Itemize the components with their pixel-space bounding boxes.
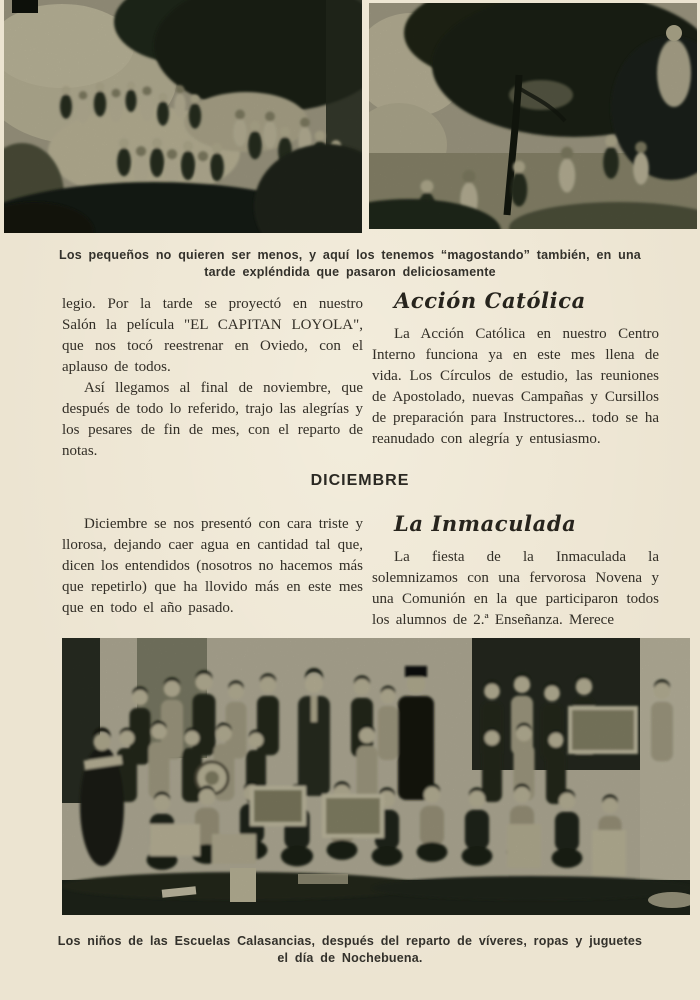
top-caption-line-1: Los pequeños no quieren ser menos, y aquí los tenemos “magostando” también, en una <box>59 248 641 262</box>
paragraph-accion-catolica: La Acción Católica en nuestro Centro Interno funciona ya en este mes llena de vida. Los Círculos de estudio, las reuniones de Apostolado, nuevas Campañas y Cursillos de preparación para Instructores... todo se ha reanudado con alegría y entusiasmo. <box>372 326 659 447</box>
column-november-left <box>62 294 363 462</box>
section-heading-diciembre: DICIEMBRE <box>310 472 410 489</box>
paragraph-capitan-loyola: legio. Por la tarde se proyectó en nuestro Salón la película "EL CAPITAN LOYOLA", que nos tocó reestrenar en Oviedo, con el aplauso de todos. <box>62 296 363 375</box>
photo-magosto-hillside-art <box>4 0 362 233</box>
paragraph-diciembre-lluvia: Diciembre se nos presentó con cara triste y llorosa, dejando caer agua en cantidad tal que, dicen los entendidos (nosotros no hacemos más que repetirlo) que ha llovido más en este mes que en todo el año pasado. <box>62 516 363 616</box>
bottom-caption-line-1: Los niños de las Escuelas Calasancias, después del reparto de víveres, ropas y juguetes <box>57 934 643 948</box>
photo-magosto-hillside <box>4 0 362 233</box>
bottom-caption-line-2: el día de Nochebuena. <box>277 951 423 965</box>
photo-nochebuena-group-art <box>62 638 690 915</box>
column-la-inmaculada <box>372 511 659 631</box>
top-photo-caption <box>30 247 670 281</box>
column-accion-catolica <box>372 288 659 450</box>
heading-accion-catolica: Acción Católica <box>394 288 586 313</box>
photo-magosto-tree-art <box>369 3 697 229</box>
bottom-photo-caption <box>30 933 670 967</box>
paragraph-la-inmaculada: La fiesta de la Inmaculada la solemnizamos con una fervorosa Novena y una Comunión en la que participaron todos los alumnos de 2.ª Enseñanza. Merece <box>372 549 659 628</box>
top-caption-line-2: tarde expléndida que pasaron deliciosamente <box>204 265 496 279</box>
photo-magosto-tree <box>369 3 697 229</box>
heading-la-inmaculada: La Inmaculada <box>394 511 577 536</box>
column-december-left <box>62 514 363 619</box>
paragraph-fin-noviembre: Así llegamos al final de noviembre, que después de todo lo referido, trajo las alegrías y los pesares de fin de mes, con el reparto de notas. <box>62 380 363 459</box>
photo-nochebuena-group <box>62 638 690 915</box>
